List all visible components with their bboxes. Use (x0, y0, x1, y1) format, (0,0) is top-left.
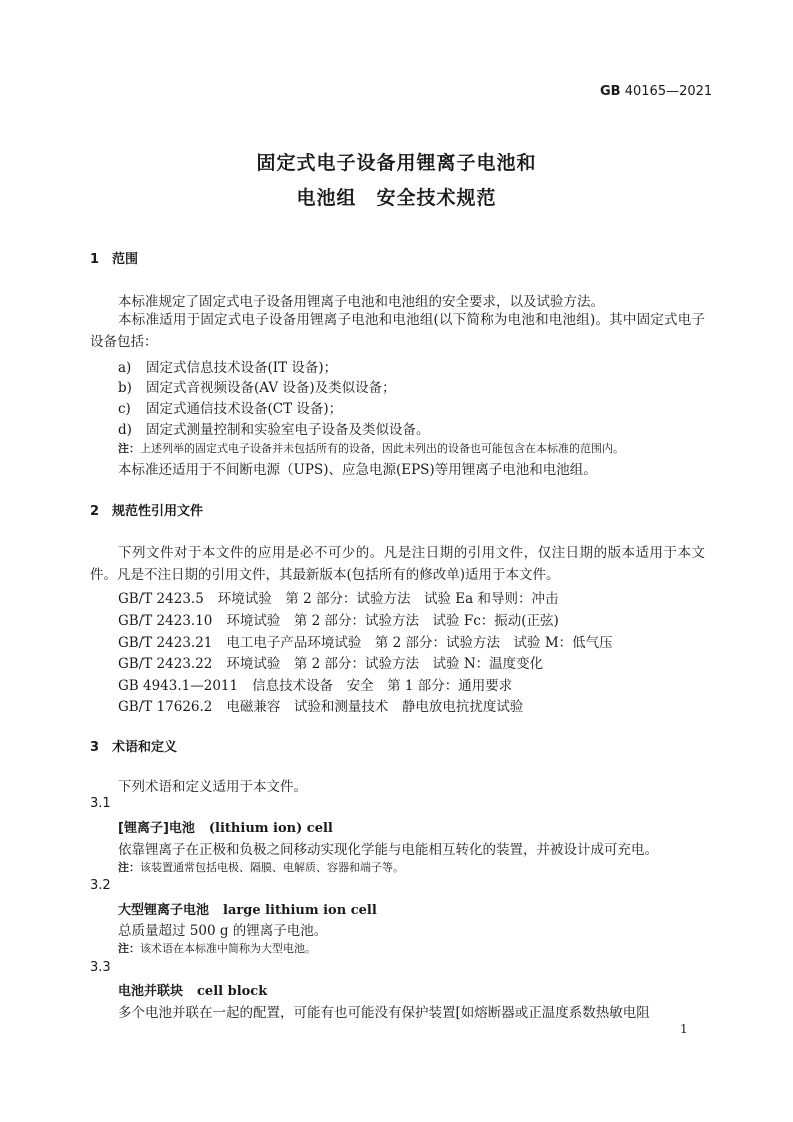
reference-item (118, 695, 537, 715)
note-label: 注： (118, 442, 140, 455)
list-text: 固定式信息技术设备(IT 设备)； (146, 360, 338, 376)
reference-code: GB/T 2423.21 (118, 635, 213, 651)
term-english: large lithium ion cell (223, 903, 377, 918)
reference-code: GB/T 2423.5 (118, 591, 204, 607)
reference-code: GB 4943.1—2011 (118, 678, 239, 694)
reference-code: GB/T 17626.2 (118, 699, 213, 715)
list-label: a) (118, 360, 132, 376)
list-label: b) (118, 380, 132, 396)
term-definition: 总质量超过 500 g 的锂离子电池。 (118, 923, 328, 939)
reference-item (118, 652, 557, 672)
term-english: (lithium ion) cell (208, 821, 333, 836)
section-3-heading (90, 736, 177, 755)
document-title-line1: 固定式电子设备用锂离子电池和 (256, 152, 537, 174)
reference-title: 环境试验 第 2 部分：试验方法 试验 Ea 和导则：冲击 (217, 591, 559, 607)
page-number: 1 (680, 1022, 688, 1036)
paragraph: 本标准还适用于不间断电源（UPS)、应急电源(EPS)等用锂离子电池和电池组。 (118, 462, 597, 478)
note-label: 注： (118, 861, 140, 874)
reference-item (118, 587, 572, 607)
document-title-line2: 电池组 安全技术规范 (296, 187, 497, 209)
section-number: 1 (90, 252, 100, 267)
standard-prefix: GB (600, 84, 621, 99)
term-definition: 多个电池并联在一起的配置，可能有也可能没有保护装置[如熔断器或正温度系数热敏电阻 (118, 1005, 650, 1021)
note-text: 上述列举的固定式电子设备并未包括所有的设备，因此未列出的设备也可能包含在本标准的范围内。 (140, 442, 624, 455)
list-item (118, 356, 337, 376)
reference-code: GB/T 2423.22 (118, 656, 213, 672)
term-english: cell block (197, 984, 268, 999)
term-chinese: 电池并联块 (118, 984, 184, 999)
reference-title: 电磁兼容 试验和测量技术 静电放电抗扰度试验 (226, 699, 524, 715)
reference-code: GB/T 2423.10 (118, 613, 213, 629)
list-item (118, 376, 396, 396)
clause-number: 3.3 (90, 960, 111, 975)
term-heading (118, 817, 333, 836)
reference-item (118, 609, 573, 629)
list-text: 固定式音视频设备(AV 设备)及类似设备； (146, 380, 396, 396)
list-item (118, 397, 342, 417)
note (118, 859, 404, 875)
list-text: 固定式通信技术设备(CT 设备)； (146, 401, 343, 417)
note (118, 440, 624, 456)
paragraph: 下列文件对于本文件的应用是必不可少的。凡是注日期的引用文件，仅注日期的版本适用于本文件。凡是不注日期的引用文件，其最新版本(包括所有的修改单)适用于本文件。 (90, 545, 705, 583)
section-title: 范围 (112, 252, 139, 267)
term-chinese: 大型锂离子电池 (118, 903, 210, 918)
paragraph: 本标准规定了固定式电子设备用锂离子电池和电池组的安全要求，以及试验方法。 (118, 294, 604, 310)
list-item (118, 418, 430, 438)
section-1-heading (90, 248, 138, 267)
note-text: 该装置通常包括电极、隔膜、电解质、容器和端子等。 (140, 861, 404, 874)
reference-title: 信息技术设备 安全 第 1 部分：通用要求 (252, 678, 513, 694)
reference-title: 环境试验 第 2 部分：试验方法 试验 Fc：振动(正弦) (226, 613, 559, 629)
list-label: c) (118, 401, 131, 417)
standard-code: 40165—2021 (624, 84, 713, 99)
term-heading (118, 899, 377, 918)
term-chinese: [锂离子]电池 (118, 821, 195, 836)
term-heading (118, 980, 267, 999)
reference-item (118, 631, 627, 651)
note-text: 该术语在本标准中简称为大型电池。 (140, 942, 316, 955)
reference-title: 电工电子产品环境试验 第 2 部分：试验方法 试验 M：低气压 (226, 635, 613, 651)
standard-number (600, 84, 712, 99)
section-title: 规范性引用文件 (112, 504, 204, 519)
term-definition: 依靠锂离子在正极和负极之间移动实现化学能与电能相互转化的装置，并被设计成可充电。 (118, 842, 658, 858)
list-label: d) (118, 422, 132, 438)
reference-title: 环境试验 第 2 部分：试验方法 试验 N：温度变化 (226, 656, 544, 672)
list-text: 固定式测量控制和实验室电子设备及类似设备。 (146, 422, 430, 438)
section-number: 2 (90, 504, 100, 519)
paragraph: 本标准适用于固定式电子设备用锂离子电池和电池组(以下简称为电池和电池组)。其中固定式电子设备包括： (90, 312, 705, 350)
clause-number: 3.1 (90, 796, 111, 811)
note (118, 940, 316, 956)
section-2-heading (90, 500, 203, 519)
section-number: 3 (90, 740, 100, 755)
paragraph: 下列术语和定义适用于本文件。 (118, 779, 307, 795)
section-title: 术语和定义 (112, 740, 178, 755)
reference-item (118, 674, 526, 694)
note-label: 注： (118, 942, 140, 955)
clause-number: 3.2 (90, 878, 111, 893)
